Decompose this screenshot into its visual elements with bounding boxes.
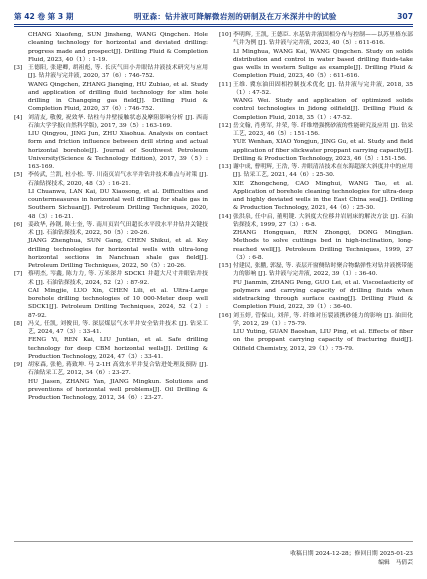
reference-chinese: 李明辉, 王凯, 王德臣. 水基钻井液固相分布与控制——以苏里格东部气井为例 [J]. 钻井液与完井液, 2023, 40（5）: 611-616.	[233, 32, 413, 47]
reference-item	[14, 221, 208, 271]
reference-body	[233, 122, 413, 163]
reference-english: FU Jianmin, ZHANG Peng, GUO Lei, et al. Viscoelasticity of polymers and carrying capacity of drilling fluids when sidetracking through surface casing[J]. Drilling Fluid & Completion Fluid, 2022, 39（1）: 36-40.	[233, 279, 413, 311]
page-number: 307	[397, 11, 413, 21]
reference-item	[219, 312, 413, 353]
reference-number: [3]	[14, 65, 23, 71]
reference-body	[233, 31, 413, 81]
reference-english: WANG Qingchen, ZHANG Jianqing, HU Zubiao, et al. Study and application of drilling fluid technology for slim hole drilling in Changqing gas field[J]. Drilling Fluid & Completion Fluid, 2020, 37（6）: 746-752.	[28, 81, 208, 113]
reference-english: ZHANG Hongquan, REN Zhongqi, DONG Mingjian. Methods to solve cuttings bed in high-inclination, long-reached well[J]. Petroleum Drilling Techniques, 1999, 27（3）: 6-8.	[233, 230, 413, 261]
reference-chinese: 刘清友, 敬俊, 祝效华. 钻柱与井壁接触状态及摩阻影响分析 [J]. 西南石油大学学报(自然科学版), 2017, 39（5）: 163-169.	[28, 114, 208, 129]
reference-number: [15]	[219, 263, 231, 269]
reference-item	[219, 122, 413, 163]
reference-item	[14, 320, 208, 361]
reference-item	[219, 213, 413, 263]
reference-english: XIE Zhongcheng, CAO Minghui, WANG Tao, et al. Application of borehole cleaning technologies for ultra-deep and highly deviated wells in the East China sea[J]. Drilling & Production Technology, 2021, 44（6）: 25-30.	[233, 180, 413, 212]
reference-english: LIU Qingyou, JING Jun, ZHU Xiaohua. Analysis on contact form and friction influence between drill string and actual horizontal borehole[J]. Journal of Southwest Petroleum University(Science & Technology Edition), 2017, 39（5）: 163-169.	[28, 131, 208, 170]
reference-english: LIU Yuting, GUAN Baoshan, LIU Ping, et al. Effects of fiber on the proppant carrying capacity of fracturing fluid[J]. Oilfield Chemistry, 2012, 29（1）: 75-79.	[233, 329, 413, 352]
reference-english: FENG Yi, REN Kai, LIU Juntian, et al. Safe drilling technology for deep CBM horizontal wells[J]. Drilling & Production Technology, 2024, 47（3）: 33-41.	[28, 337, 208, 360]
reference-item	[219, 31, 413, 81]
reference-chinese: 岳文翰, 肖勇军, 井荣, 等. 纤维增强携砂液的性能研究及应用 [J]. 钻采工艺, 2023, 46（5）: 151-156.	[233, 122, 413, 137]
reference-number: [7]	[14, 271, 23, 278]
reference-english: HU Jiasen, ZHANG Yan, JIANG Mingkun. Solutions and preventions of horizontal well problems[J]. Oil Drilling & Production Technology, 2012, 34（6）: 23-27.	[28, 378, 208, 401]
reference-chinese: 蔡明杰, 岑鑫, 陈力力, 等. 万米深井 SDCK1 井超大尺寸井眼钻井技术 [J]. 石油钻探技术, 2024, 52（2）: 87-92.	[28, 271, 208, 286]
reference-number: [11]	[219, 81, 231, 88]
reference-body	[28, 114, 208, 172]
left-column	[14, 31, 208, 539]
reference-body	[28, 171, 208, 221]
reference-body	[28, 270, 208, 320]
reference-item	[219, 163, 413, 213]
reference-item	[219, 81, 413, 122]
reference-body	[233, 81, 413, 122]
reference-english: CAI Mingjie, LUO Xin, CHEN Lili, et al. Ultra-Large borehole drilling technologies of 10 000-Meter deep well SDCK1[J]. Petroleum Drilling Techniques, 2024, 52（2）: 87-92.	[28, 287, 208, 319]
reference-chinese: 张洪泉, 任中启, 董明键. 大斜度大位移井岩屑床的解决方法 [J]. 石油钻探技术, 1999, 27（3）: 6-8.	[233, 213, 413, 228]
reference-chinese: 王德阳, 张建卿, 胡祖彪, 等. 长庆气田小井眼钻井液技术研究与应用 [J]. 钻井液与完井液, 2020, 37（6）: 746-752.	[28, 65, 208, 80]
reference-number: [6]	[14, 221, 23, 228]
reference-item	[14, 64, 208, 114]
reference-chinese: 刘玉婷, 管保山, 刘萍, 等. 纤维对压裂液携砂能力的影响 [J]. 油田化学, 2012, 29（1）: 75-79.	[233, 312, 413, 327]
reference-english: WANG Wei. Study and application of optimized solids control technologies in Jidong oilfield[J]. Drilling Fluid & Completion Fluid, 2018, 35（1）: 47-52.	[233, 98, 413, 121]
reference-continuation: CHANG Xiaofeng, SUN Jinsheng, WANG Qingchen. Hole cleaning technology for horizontal and deviated drilling: progress made and prospect[J]. Drilling Fluid & Completion Fluid, 2023, 40（1）: 1-19.	[28, 32, 208, 63]
reference-body	[233, 163, 413, 213]
references-columns	[14, 31, 413, 539]
reference-english: YUE Wenhan, XIAO Yongjun, JING Gu, et al. Study and field application of fiber slickwater proppant carrying capacity[J]. Drilling & Production Technology, 2023, 46（5）: 151-156.	[233, 139, 413, 162]
reference-chinese: 胡家森, 张艳, 蒋致坤. 马 2-1H 高效水平井复合钻进处理及预防 [J]. 石油钻采工艺, 2012, 34（6）: 23-27.	[28, 362, 208, 377]
reference-body	[28, 361, 208, 402]
running-title: 明亚森：钻井液可降解微岩剂的研制及在万米深井中的试验	[133, 11, 337, 21]
reference-number: [4]	[14, 114, 23, 121]
reference-number: [12]	[219, 122, 231, 129]
editor-credit: 编辑 马倩芸	[378, 560, 413, 566]
reference-item	[14, 171, 208, 221]
right-column	[219, 31, 413, 539]
reference-number: [10]	[219, 32, 231, 38]
reference-number: [9]	[14, 362, 23, 368]
reference-number: [5]	[14, 172, 23, 179]
reference-english: LI Chuanwu, LAN Kai, DU Xiaosong, et al. Difficulties and countermeasures in horizontal well drilling for shale gas in Southern Sichuan[J]. Petroleum Drilling Techniques, 2020, 48（3）: 16-21.	[28, 188, 208, 220]
reference-body	[28, 320, 208, 361]
reference-chinese: 姜政华, 孙钢, 陈士奎, 等. 南川页岩气田超长水平段水平井钻井关键技术 [J]. 石油钻探技术, 2022, 50（5）: 20-26.	[28, 221, 208, 236]
reference-body	[233, 262, 413, 312]
reference-item	[14, 114, 208, 172]
reference-chinese: 谢中成, 曹明辉, 王浩, 等. 井眼清洁技术在东海超深大斜度井中的应用 [J]. 钻采工艺, 2021, 44（6）: 25-30.	[233, 164, 413, 179]
header-rule	[14, 24, 413, 25]
reference-item	[14, 361, 208, 402]
reference-english: LI Minghua, WANG Kai, WANG Qingchen. Study on solids distribution and control in water based drilling fluids-take gas wells in western Sulige as example[J]. Drilling Fluid & Completion Fluid, 2023, 40（5）: 611-616.	[233, 48, 413, 80]
reference-number: [16]	[219, 312, 231, 319]
reference-chinese: 冯义, 任凯, 刘俊田, 等. 深层煤层气水平井安全钻井技术 [J]. 钻采工艺, 2024, 47（3）: 33-41.	[28, 320, 208, 335]
reference-chinese: 王维. 冀东油田固相控制技术优化 [J]. 钻井液与完井液, 2018, 35（1）: 47-52.	[233, 81, 413, 96]
reference-number: [8]	[14, 320, 23, 327]
reference-number: [14]	[219, 213, 231, 220]
reference-item	[14, 270, 208, 320]
reference-body	[28, 221, 208, 271]
reference-body	[28, 64, 208, 114]
reference-chinese: 付建民, 张鹏, 郭磊, 等. 表层开窗侧钻时聚合物黏弹性对钻井液携带能力的影响 [J]. 钻井液与完井液, 2022, 39（1）: 36-40.	[233, 263, 413, 278]
reference-chinese: 李传武, 兰凯, 杜小松. 等. 川南页岩气水平井钻井技术难点与对策 [J]. 石油钻探技术, 2020, 48（3）: 16-21.	[28, 172, 208, 187]
volume-issue: 第 42 卷 第 3 期	[14, 11, 74, 21]
reference-item	[219, 262, 413, 312]
reference-body	[233, 213, 413, 263]
reference-body	[233, 312, 413, 353]
reference-number: [13]	[219, 164, 231, 170]
page-footer	[14, 541, 413, 572]
reference-english: JIANG Zhenghua, SUN Gang, CHEN Shikui, et al. Key drilling technologies for horizontal wells with ultra-long horizontal sections in Nanchuan shale gas field[J]. Petroleum Drilling Techniques, 2022, 50（5）: 20-26.	[28, 238, 208, 269]
received-revised-dates: 收稿日期 2024-12-28；修回日期 2025-01-23	[290, 551, 413, 557]
page-header	[14, 9, 413, 23]
header-rule-thin	[14, 26, 413, 27]
